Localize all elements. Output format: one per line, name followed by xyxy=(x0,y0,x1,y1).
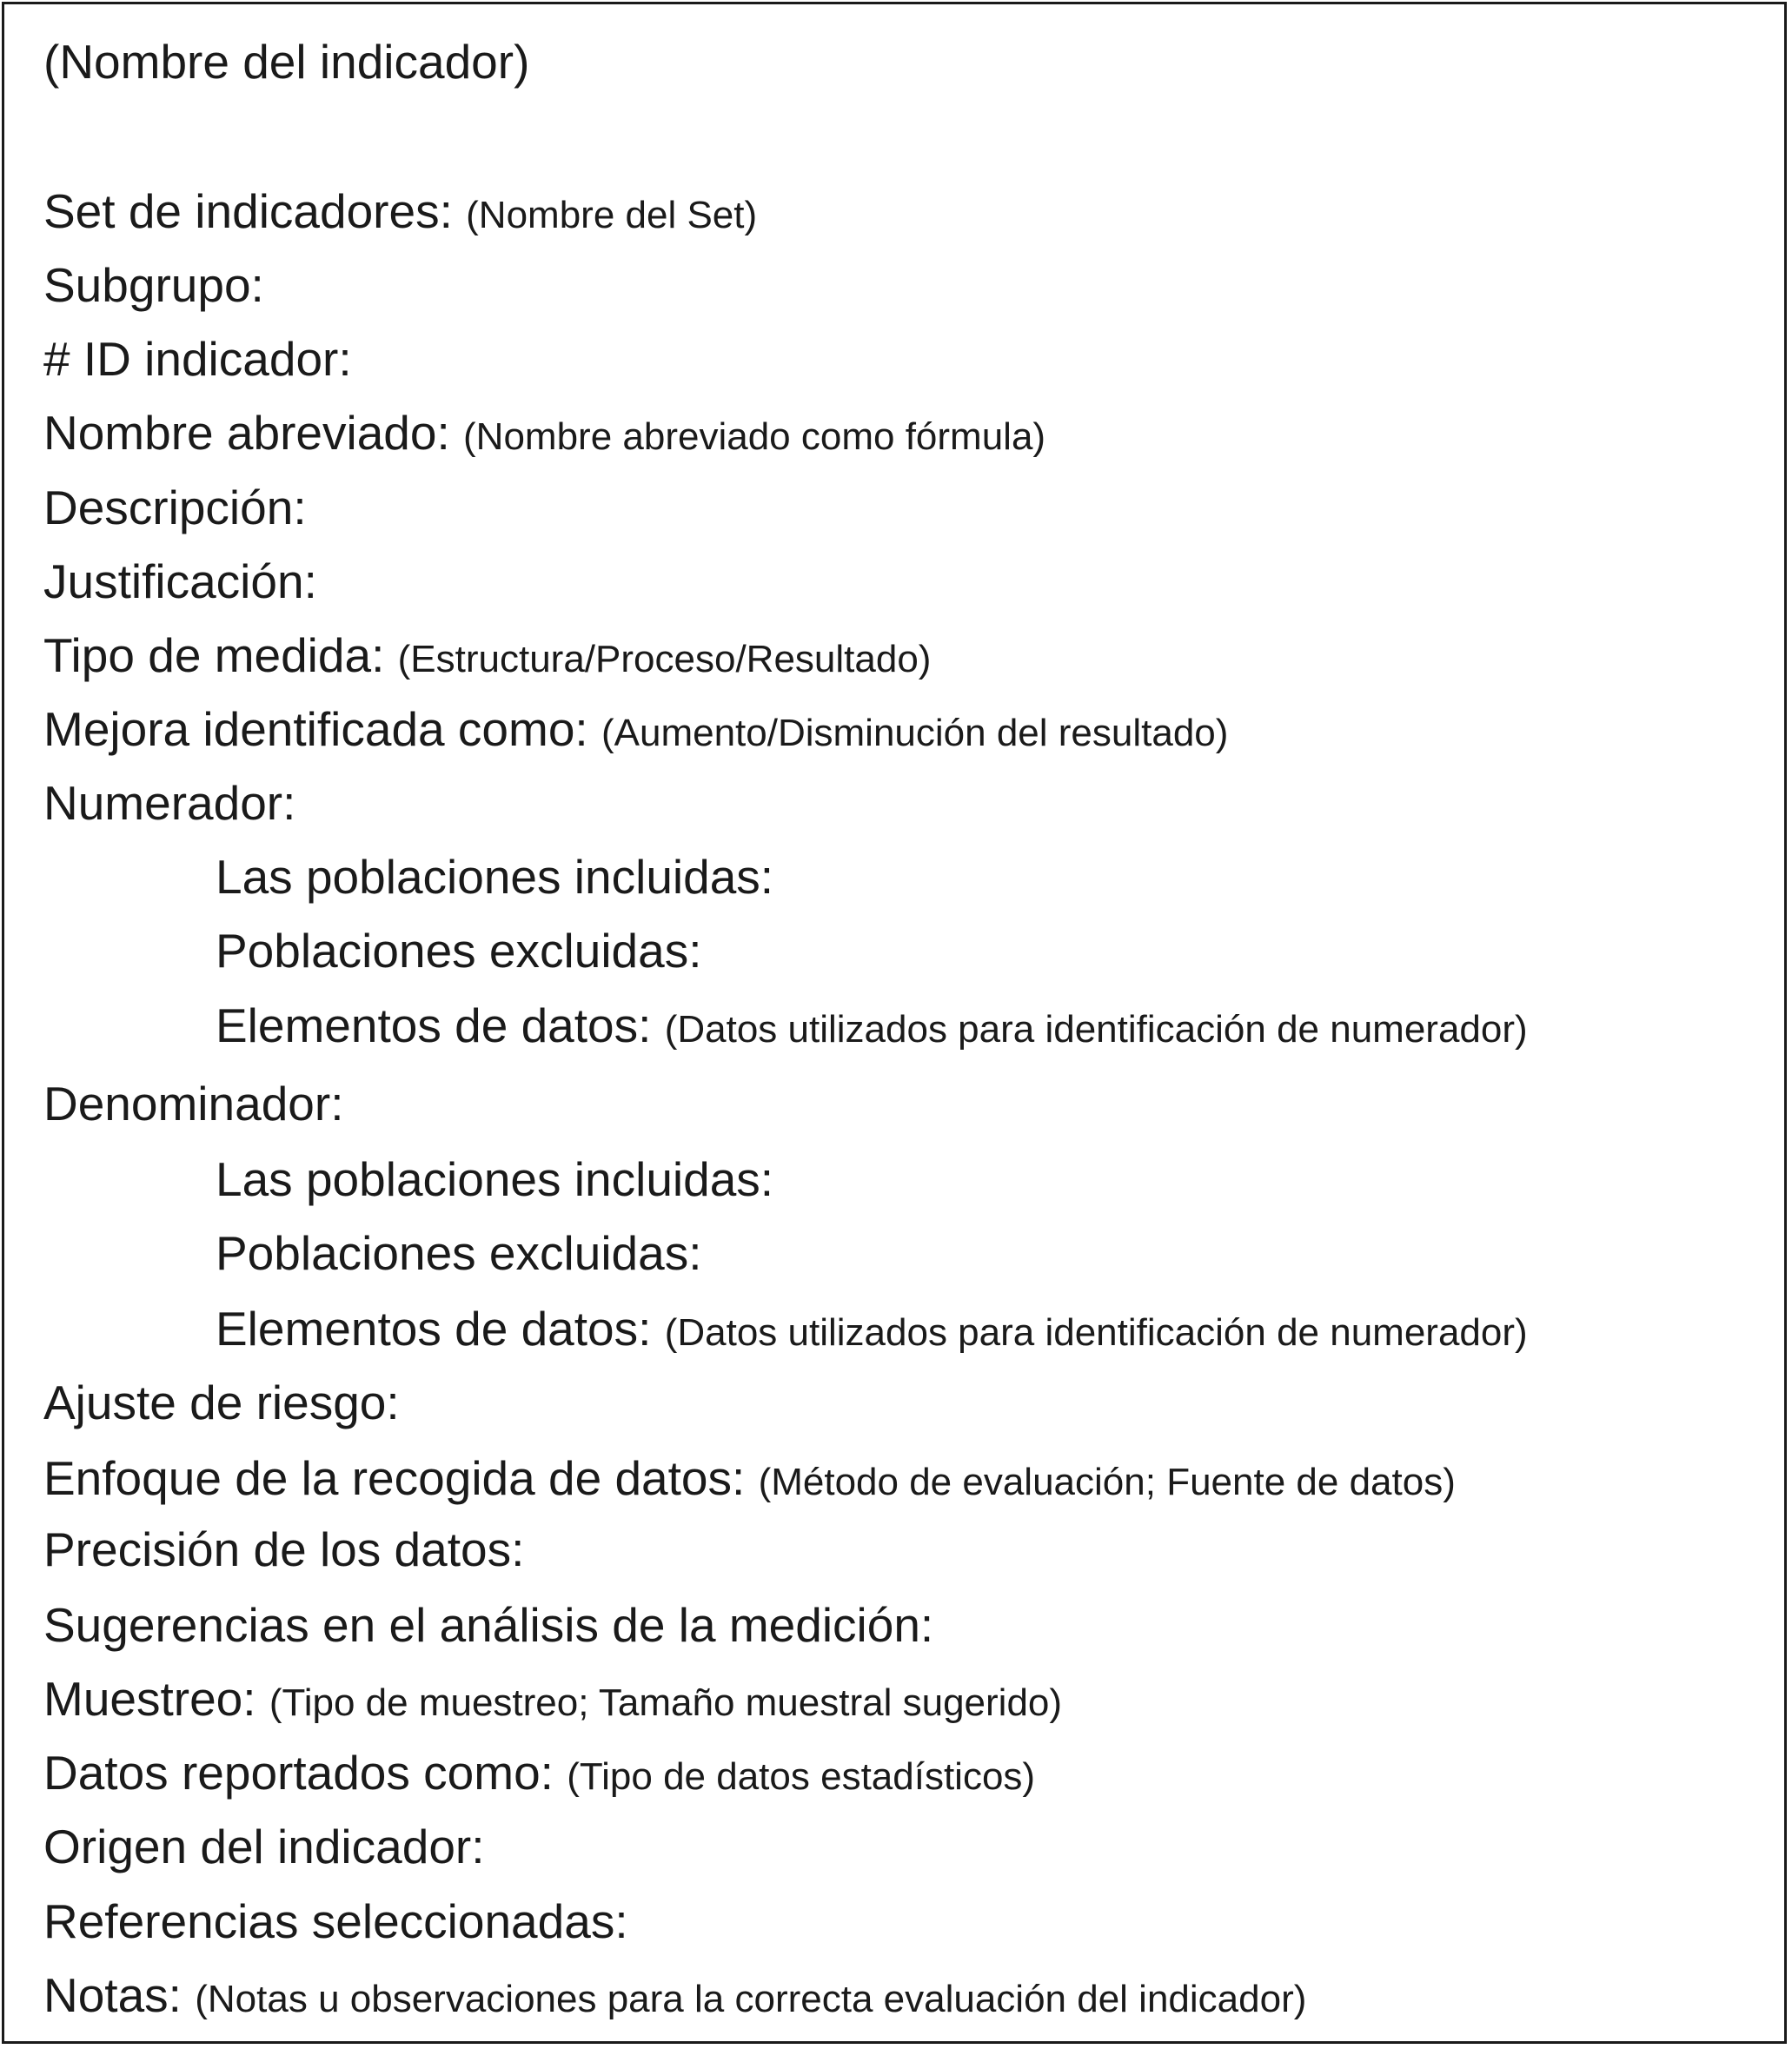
field-label: Poblaciones excluidas: xyxy=(216,924,702,978)
field-denominador-elementos-datos xyxy=(216,1300,1528,1362)
field-id-indicador xyxy=(43,330,352,388)
field-label: Elementos de datos: xyxy=(216,998,652,1052)
field-hint: (Nombre del Set) xyxy=(466,194,758,236)
field-label: Enfoque de la recogida de datos: xyxy=(43,1451,746,1505)
field-label: Notas: xyxy=(43,1968,182,2022)
field-label: Nombre abreviado: xyxy=(43,406,450,460)
field-label: Las poblaciones incluidas: xyxy=(216,1152,774,1206)
field-hint: (Estructura/Proceso/Resultado) xyxy=(397,638,932,680)
field-denominador-poblaciones-incluidas xyxy=(216,1150,773,1208)
field-subgrupo xyxy=(43,256,264,314)
field-numerador-poblaciones-incluidas xyxy=(216,848,773,905)
field-denominador-poblaciones-excluidas xyxy=(216,1224,702,1282)
field-label: Las poblaciones incluidas: xyxy=(216,850,774,904)
field-label: Ajuste de riesgo: xyxy=(43,1376,400,1429)
field-label: Set de indicadores: xyxy=(43,184,453,238)
field-origen-indicador xyxy=(43,1818,485,1875)
field-ajuste-de-riesgo xyxy=(43,1374,400,1431)
field-numerador xyxy=(43,774,295,832)
field-notas xyxy=(43,1966,1306,2028)
field-hint: (Notas u observaciones para la correcta evaluación del indicador) xyxy=(195,1978,1307,2020)
field-label: Tipo de medida: xyxy=(43,628,385,682)
field-label: Sugerencias en el análisis de la medición: xyxy=(43,1598,934,1652)
field-label: Muestreo: xyxy=(43,1672,256,1726)
indicator-name-placeholder: (Nombre del indicador) xyxy=(43,35,530,89)
field-datos-reportados xyxy=(43,1744,1035,1806)
field-label: Referencias seleccionadas: xyxy=(43,1894,628,1948)
field-precision-datos xyxy=(43,1521,524,1578)
field-tipo-de-medida xyxy=(43,627,931,688)
field-label: Justificación: xyxy=(43,554,317,608)
field-mejora-identificada xyxy=(43,700,1228,762)
field-label: Poblaciones excluidas: xyxy=(216,1226,702,1280)
field-hint: (Nombre abreviado como fórmula) xyxy=(463,415,1046,458)
field-label: # ID indicador: xyxy=(43,332,352,386)
field-referencias xyxy=(43,1893,628,1950)
field-justificacion xyxy=(43,553,317,610)
field-muestreo xyxy=(43,1670,1062,1732)
field-hint: (Aumento/Disminución del resultado) xyxy=(601,712,1229,754)
field-nombre-abreviado xyxy=(43,404,1045,466)
field-label: Precisión de los datos: xyxy=(43,1522,525,1576)
field-numerador-elementos-datos xyxy=(216,997,1528,1058)
field-label: Origen del indicador: xyxy=(43,1820,485,1873)
field-hint: (Datos utilizados para identificación de numerador) xyxy=(664,1311,1528,1354)
field-hint: (Método de evaluación; Fuente de datos) xyxy=(758,1461,1456,1503)
field-sugerencias-analisis xyxy=(43,1596,933,1654)
field-hint: (Tipo de datos estadísticos) xyxy=(567,1755,1036,1798)
field-enfoque-recogida xyxy=(43,1449,1456,1511)
field-label: Elementos de datos: xyxy=(216,1302,652,1356)
field-label: Numerador: xyxy=(43,776,296,830)
field-hint: (Datos utilizados para identificación de numerador) xyxy=(664,1008,1528,1051)
field-numerador-poblaciones-excluidas xyxy=(216,922,702,979)
field-descripcion xyxy=(43,479,307,536)
field-label: Descripción: xyxy=(43,481,307,534)
field-label: Datos reportados como: xyxy=(43,1746,554,1800)
field-set-indicadores xyxy=(43,182,757,244)
field-label: Subgrupo: xyxy=(43,258,264,312)
field-label: Denominador: xyxy=(43,1077,344,1131)
field-hint: (Tipo de muestreo; Tamaño muestral sugerido) xyxy=(269,1681,1063,1724)
field-denominador xyxy=(43,1075,343,1132)
field-label: Mejora identificada como: xyxy=(43,702,588,756)
